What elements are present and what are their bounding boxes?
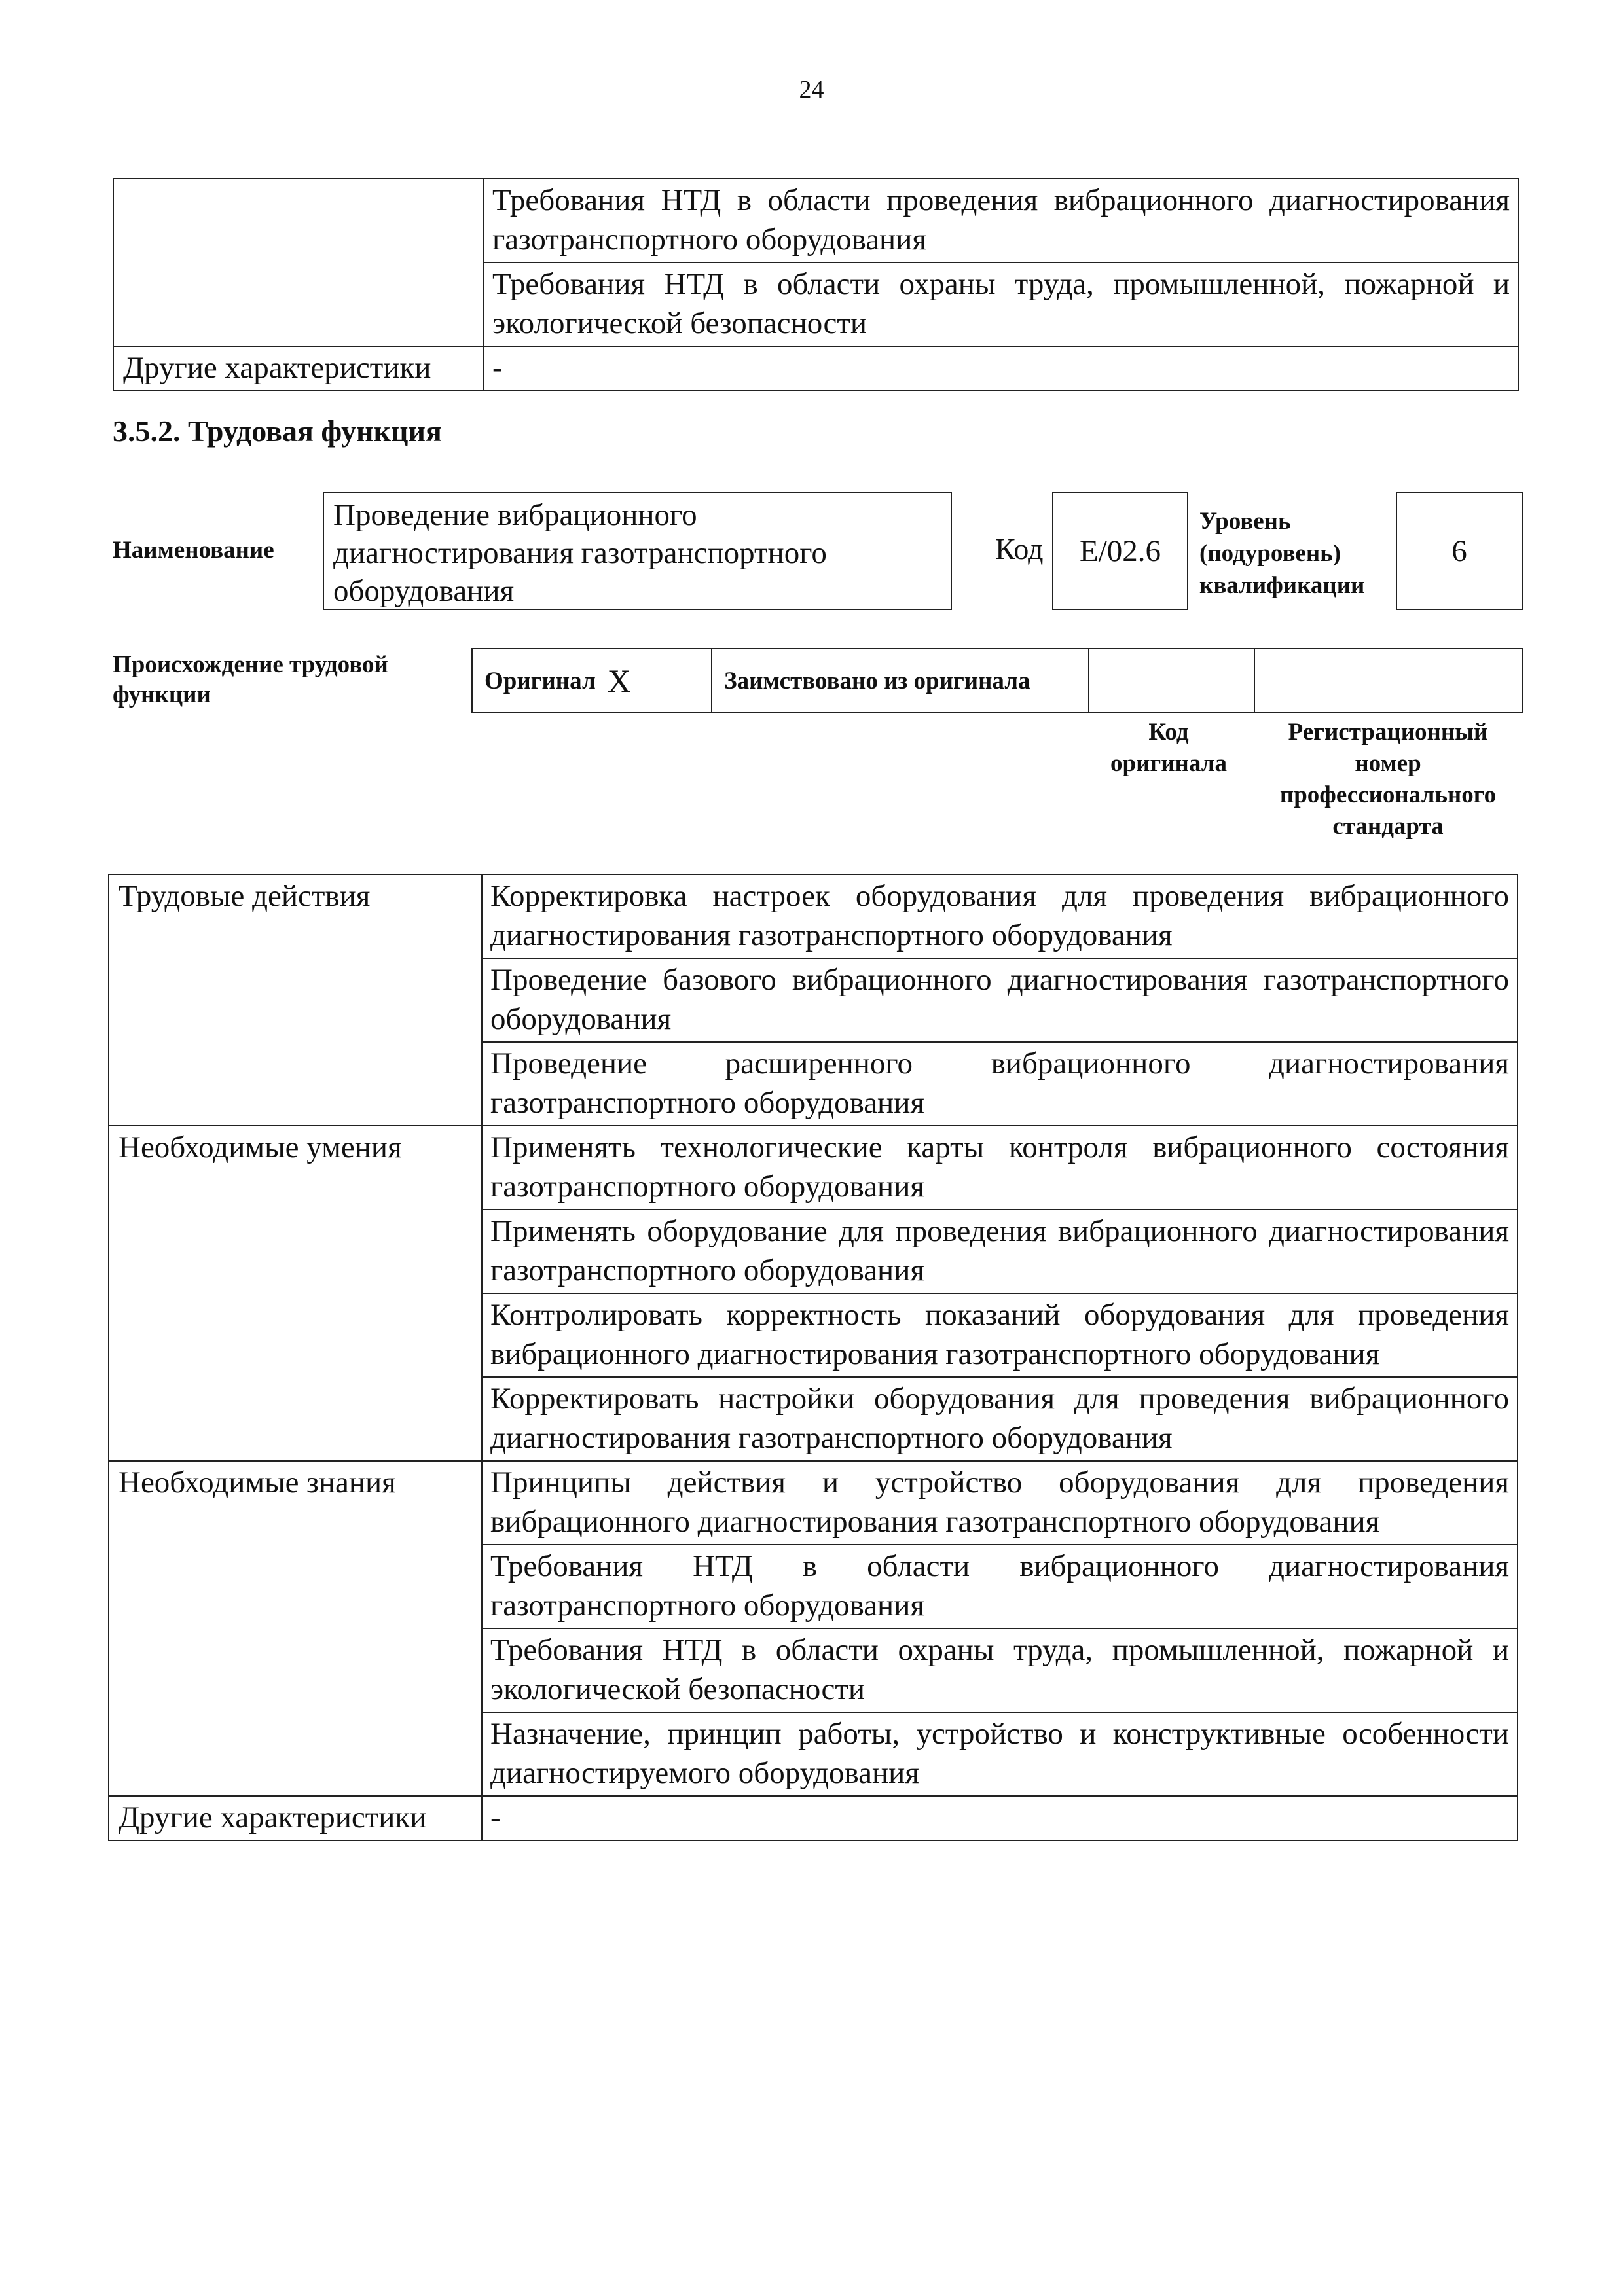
table-row [109,1796,1518,1840]
other-characteristics-value: - [484,346,1518,391]
requirement-item: Требования НТД в области проведения вибрационного диагностирования газотранспортного оборудования [484,179,1518,262]
original-label: Оригинал [484,667,596,694]
qualification-level-box: 6 [1396,492,1523,610]
skill-item: Корректировать настройки оборудования для проведения вибрационного диагностирования газотранспортного оборудования [482,1377,1518,1461]
code-caption: Код оригинала [1110,719,1227,777]
other-characteristics-value: - [482,1796,1518,1840]
labor-actions-label: Трудовые действия [109,874,482,1126]
skill-item: Применять технологические карты контроля вибрационного состояния газотранспортного оборудования [482,1126,1518,1210]
table-row [113,346,1518,391]
skill-item: Применять оборудование для проведения вибрационного диагностирования газотранспортного оборудования [482,1210,1518,1293]
original-mark: X [607,662,631,699]
requirements-table-continuation [113,178,1519,391]
labor-action-item: Корректировка настроек оборудования для проведения вибрационного диагностирования газотранспортного оборудования [482,874,1518,958]
qualification-level-label: Уровень (подуровень) квалификации [1199,508,1365,599]
table-row [113,179,1518,262]
knowledge-item: Требования НТД в области вибрационного диагностирования газотранспортного оборудования [482,1545,1518,1628]
skill-item: Контролировать корректность показаний оборудования для проведения вибрационного диагностирования газотранспортного оборудования [482,1293,1518,1377]
original-cell [473,649,712,712]
page-number: 24 [799,76,824,103]
origin-label: Происхождение трудовой функции [113,651,388,708]
code-label: Код [995,532,1044,565]
name-label: Наименование [113,537,274,564]
other-characteristics-label: Другие характеристики [109,1796,482,1840]
function-name-box: Проведение вибрационного диагностирования газотранспортного оборудования [323,492,952,610]
knowledge-item: Назначение, принцип работы, устройство и конструктивные особенности диагностируемого оборудования [482,1712,1518,1796]
labor-action-item: Проведение расширенного вибрационного диагностирования газотранспортного оборудования [482,1042,1518,1126]
labor-action-item: Проведение базового вибрационного диагностирования газотранспортного оборудования [482,958,1518,1042]
labor-function-table [108,874,1518,1841]
function-code-box: E/02.6 [1052,492,1188,610]
origin-table [471,648,1523,713]
table-row [109,874,1518,958]
table-row [109,1126,1518,1210]
knowledge-label: Необходимые знания [109,1461,482,1796]
row-label-empty [113,179,484,346]
skills-label: Необходимые умения [109,1126,482,1461]
original-code-cell [1089,649,1255,712]
knowledge-item: Принципы действия и устройство оборудования для проведения вибрационного диагностирования газотранспортного оборудования [482,1461,1518,1545]
requirement-item: Требования НТД в области охраны труда, промышленной, пожарной и экологической безопасности [484,262,1518,346]
registration-caption: Регистрационный номер профессионального стандарта [1279,719,1497,840]
section-heading: 3.5.2. Трудовая функция [113,414,442,448]
knowledge-item: Требования НТД в области охраны труда, промышленной, пожарной и экологической безопасности [482,1628,1518,1712]
table-row [109,1461,1518,1545]
registration-number-cell [1255,649,1522,712]
borrowed-label: Заимствовано из оригинала [712,649,1089,712]
other-characteristics-label: Другие характеристики [113,346,484,391]
